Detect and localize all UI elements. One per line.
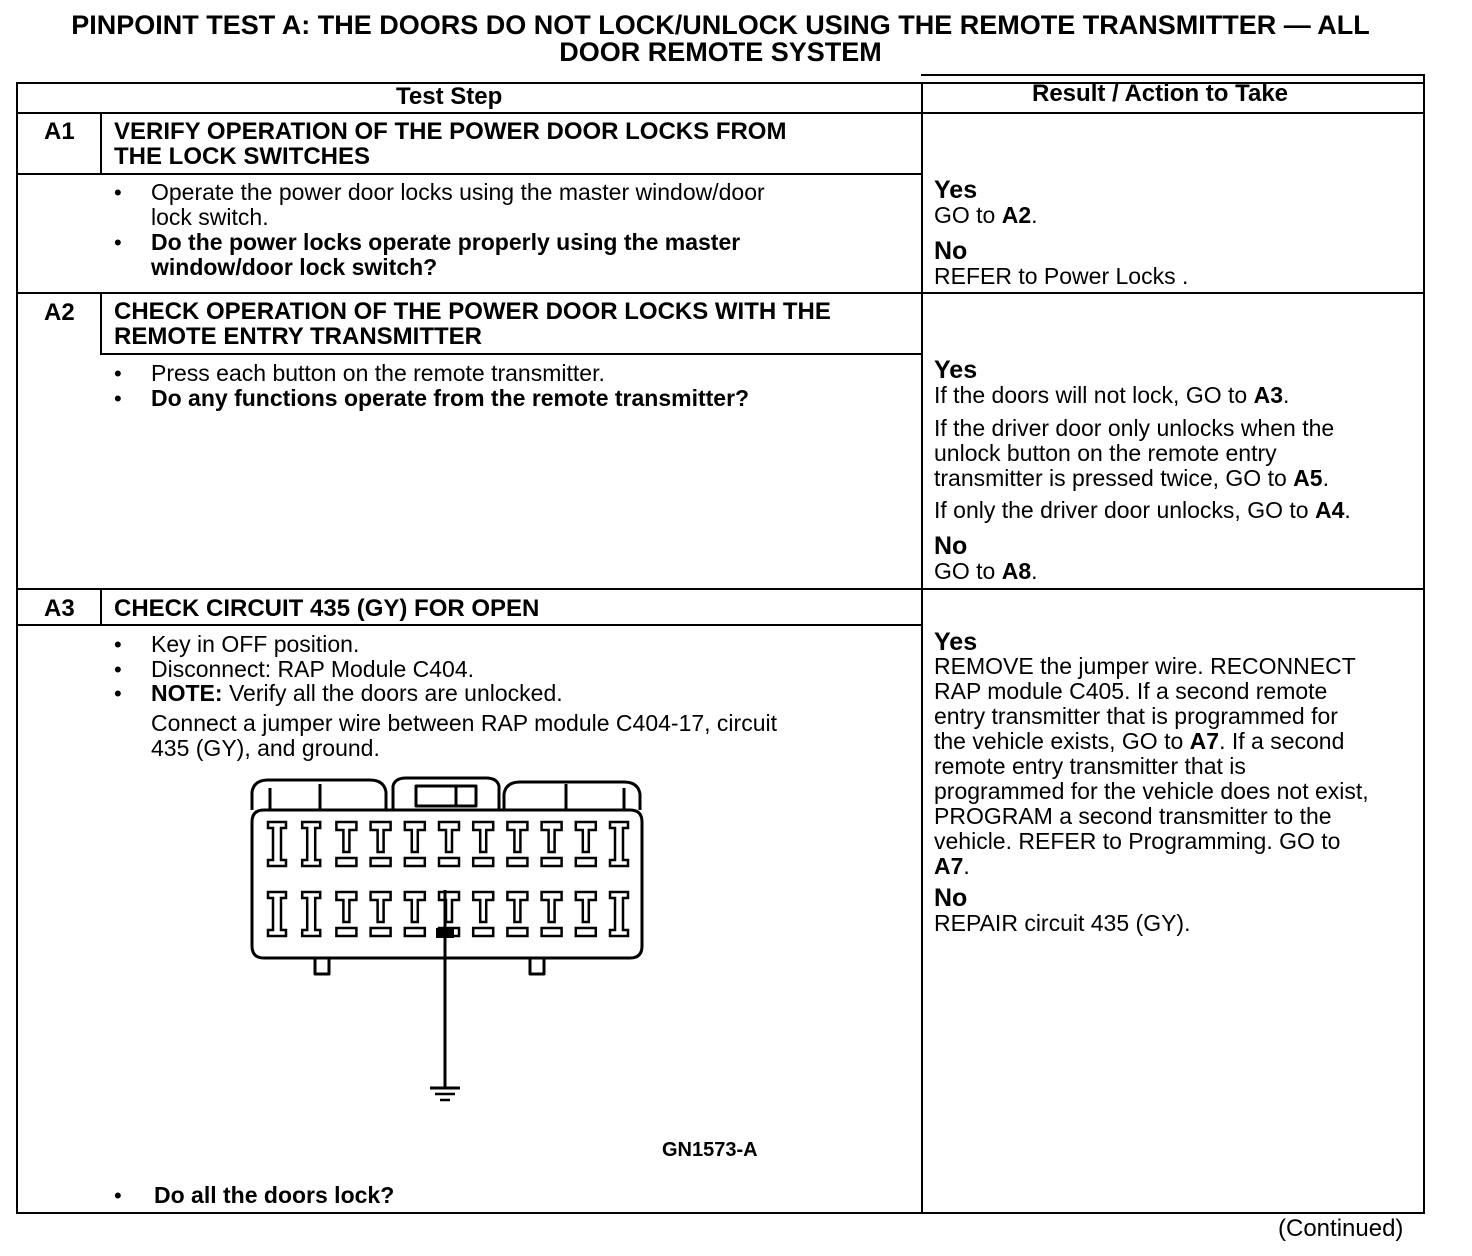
a3-step-2: Disconnect: RAP Module C404. (151, 656, 475, 682)
terminal-cavity (336, 892, 356, 922)
terminal-slot (405, 928, 425, 936)
bullet-icon: • (114, 386, 122, 411)
a1-step-1: Operate the power door locks using the master window/door lock switch. (151, 179, 765, 230)
a3-step-3-instruction: Connect a jumper wire between RAP module C404-17, circuit 435 (GY), and ground. (151, 710, 777, 761)
terminal-cavity (302, 892, 320, 936)
a2-no-action: GO to A8. (934, 558, 1038, 584)
terminal-cavity (473, 822, 493, 852)
terminal-cavity (302, 822, 320, 866)
a2-no-label: No (934, 532, 968, 560)
a2-yes-action-3: If only the driver door unlocks, GO to A4. (934, 497, 1351, 523)
step-title-a2: CHECK OPERATION OF THE POWER DOOR LOCKS WITH THE REMOTE ENTRY TRANSMITTER (114, 298, 831, 350)
terminal-cavity (405, 892, 425, 922)
terminal-cavity (473, 892, 493, 922)
bullet-icon: • (114, 361, 122, 386)
terminal-slot (473, 928, 493, 936)
header-result: Result / Action to Take (1032, 80, 1289, 107)
bullet-icon: • (114, 657, 122, 682)
terminal-cavity (439, 822, 459, 852)
a2-yes-action-1: If the doors will not lock, GO to A3. (934, 382, 1290, 408)
a2-step-2-question: Do any functions operate from the remote transmitter? (151, 385, 750, 411)
terminal-cavity (371, 892, 391, 922)
terminal-slot (371, 928, 391, 936)
continued-label: (Continued) (1278, 1215, 1404, 1242)
terminal-cavity (542, 892, 562, 922)
terminal-slot (405, 858, 425, 866)
a2-step-1: Press each button on the remote transmitter. (151, 360, 605, 386)
terminal-cavity (610, 892, 628, 936)
a1-yes-action: GO to A2. (934, 202, 1038, 228)
terminal-cavity (439, 892, 459, 922)
a2-yes-label: Yes (934, 356, 978, 384)
terminal-cavity (268, 822, 286, 866)
figure-id: GN1573-A (662, 1139, 758, 1161)
terminal-slot (576, 858, 596, 866)
page-title-line-1: PINPOINT TEST A: THE DOORS DO NOT LOCK/UNLOCK USING THE REMOTE TRANSMITTER — ALL (71, 10, 1370, 40)
terminal-cavity (542, 822, 562, 852)
terminal-slot (507, 858, 527, 866)
bullet-icon: • (114, 632, 122, 657)
connector-latch-right (504, 782, 640, 810)
terminal-slot (371, 858, 391, 866)
connector-c404-diagram (240, 770, 660, 1120)
bullet-icon: • (114, 681, 122, 706)
terminal-cavity (336, 822, 356, 852)
page-title-line-2: DOOR REMOTE SYSTEM (559, 37, 882, 67)
step-id-a1: A1 (44, 118, 75, 145)
a3-step-3-note: NOTE: Verify all the doors are unlocked. (151, 680, 563, 706)
a3-yes-action: REMOVE the jumper wire. RECONNECT RAP module C405. If a second remote entry transmitter that is programmed for the vehicle exists, GO to A7. If a second remote entry transmitter that is programmed for the vehicle does not exist, PROGRAM a second transmitter to the vehicle. REFER to Programming. GO to A7. (934, 653, 1369, 879)
terminal-cavity (268, 892, 286, 936)
a1-yes-label: Yes (934, 176, 978, 204)
terminal-slot (576, 928, 596, 936)
step-title-a1: VERIFY OPERATION OF THE POWER DOOR LOCKS FROM THE LOCK SWITCHES (114, 118, 787, 170)
terminal-cavity (576, 892, 596, 922)
a3-step-4-question: Do all the doors lock? (154, 1182, 395, 1208)
a3-step-1: Key in OFF position. (151, 631, 360, 657)
connector-terminals (268, 822, 628, 936)
terminal-cavity (576, 822, 596, 852)
terminal-slot (473, 858, 493, 866)
terminal-cavity (610, 822, 628, 866)
step-id-a2: A2 (44, 299, 75, 326)
terminal-slot (507, 928, 527, 936)
a2-yes-action-2: If the driver door only unlocks when the unlock button on the remote entry transmitter is pressed twice, GO to A5. (934, 415, 1335, 491)
terminal-cavity (371, 822, 391, 852)
terminal-cavity (507, 822, 527, 852)
terminal-slot (336, 928, 356, 936)
step-id-a3: A3 (44, 595, 75, 622)
a3-yes-label: Yes (934, 628, 978, 656)
a1-no-action: REFER to Power Locks . (934, 263, 1189, 289)
connector-foot-right (530, 958, 544, 974)
bullet-icon: • (114, 180, 122, 205)
a3-no-action: REPAIR circuit 435 (GY). (934, 910, 1191, 936)
bullet-icon: • (114, 230, 122, 255)
terminal-slot (542, 858, 562, 866)
terminal-slot (439, 858, 459, 866)
connector-foot-left (315, 958, 329, 974)
a3-no-label: No (934, 884, 968, 912)
a1-no-label: No (934, 237, 968, 265)
terminal-cavity (405, 822, 425, 852)
terminal-slot (542, 928, 562, 936)
bullet-icon: • (114, 1183, 122, 1208)
terminal-cavity (507, 892, 527, 922)
step-title-a3: CHECK CIRCUIT 435 (GY) FOR OPEN (114, 595, 540, 622)
header-test-step: Test Step (396, 83, 503, 110)
a1-step-2-question: Do the power locks operate properly using the master window/door lock switch? (151, 229, 741, 280)
terminal-slot (336, 858, 356, 866)
